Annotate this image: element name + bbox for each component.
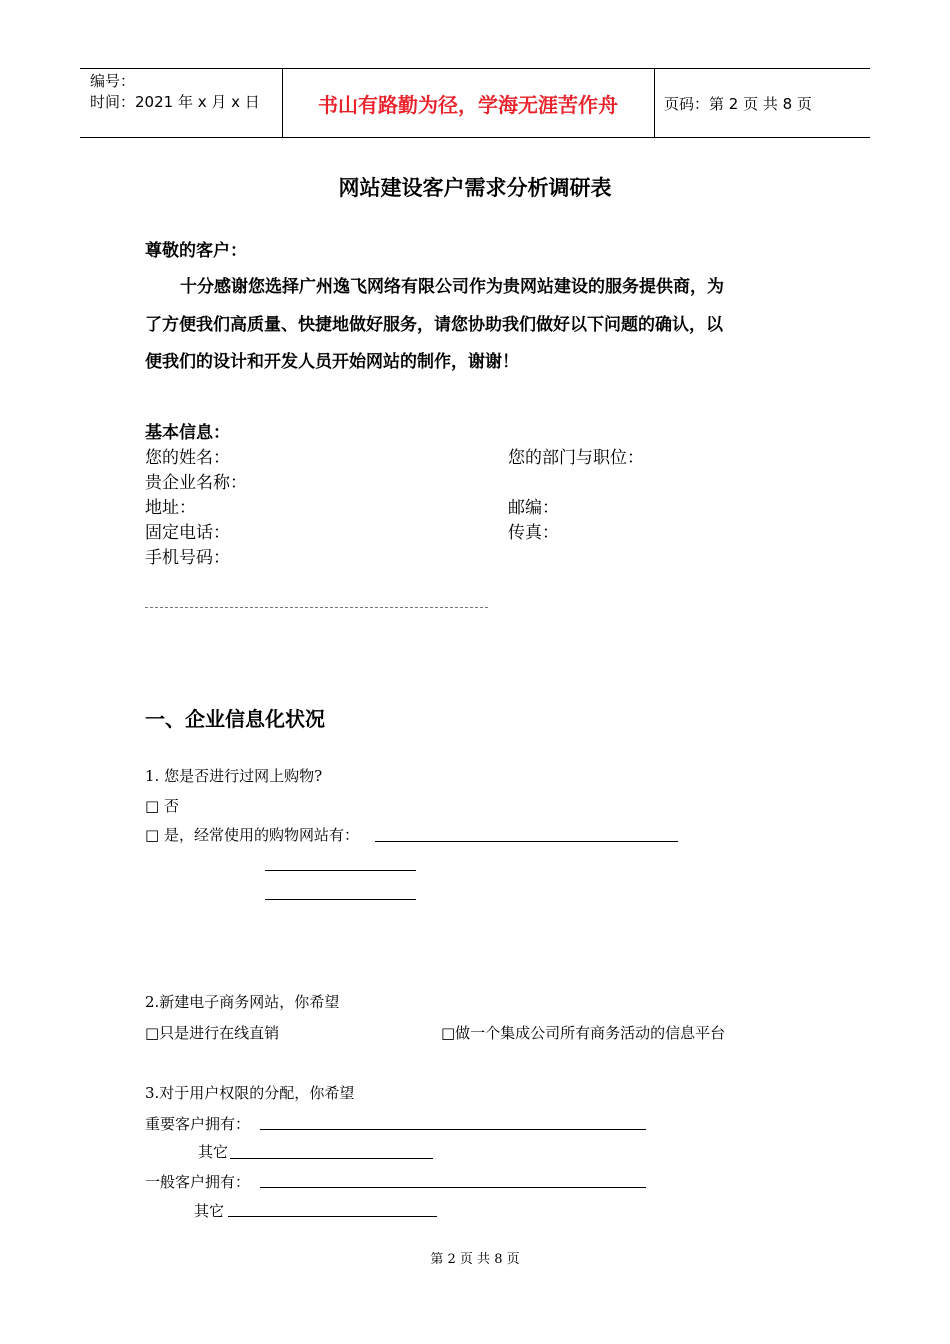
- question-2: 2.新建电子商务网站，你希望: [145, 993, 340, 1011]
- header-page-info: 页码：第 2 页 共 8 页: [664, 95, 812, 113]
- header-left: [90, 71, 260, 113]
- name-field-label: 您的姓名：: [145, 448, 230, 468]
- option-no-checkbox[interactable]: □ 否: [145, 797, 179, 815]
- option-online-sales-checkbox[interactable]: □只是进行在线直销: [145, 1024, 280, 1042]
- intro-line-2: 了方便我们高质量、快捷地做好服务，请您协助我们做好以下问题的确认，以: [145, 315, 723, 335]
- page-header: [80, 68, 870, 138]
- intro-line-1: 十分感谢您选择广州逸飞网络有限公司作为贵网站建设的服务提供商，为: [180, 277, 724, 297]
- dashed-divider: [145, 607, 488, 608]
- important-client-blank[interactable]: [260, 1129, 646, 1130]
- shopping-sites-blank[interactable]: [265, 899, 416, 900]
- other-label: 其它: [198, 1143, 229, 1161]
- important-client-label: 重要客户拥有：: [145, 1115, 251, 1133]
- number-label: 编号：: [90, 72, 136, 90]
- question-3: 3.对于用户权限的分配，你希望: [145, 1084, 355, 1102]
- other-label: 其它: [194, 1202, 225, 1220]
- shopping-sites-blank[interactable]: [265, 870, 416, 871]
- department-field-label: 您的部门与职位：: [508, 448, 644, 468]
- page-footer: 第 2 页 共 8 页: [430, 1252, 520, 1267]
- postcode-field-label: 邮编：: [508, 498, 559, 518]
- option-yes-checkbox[interactable]: □ 是，经常使用的购物网站有：: [145, 826, 359, 844]
- general-client-blank[interactable]: [260, 1187, 646, 1188]
- mobile-field-label: 手机号码：: [145, 548, 230, 568]
- header-divider: [654, 69, 655, 137]
- other-blank[interactable]: [228, 1216, 437, 1217]
- date-label: 时间：2021 年 x 月 x 日: [90, 93, 260, 111]
- address-field-label: 地址：: [145, 498, 196, 518]
- phone-field-label: 固定电话：: [145, 523, 230, 543]
- question-1: 1. 您是否进行过网上购物?: [145, 767, 323, 785]
- company-field-label: 贵企业名称：: [145, 473, 247, 493]
- section-heading: 一、企业信息化状况: [145, 707, 325, 731]
- shopping-sites-blank[interactable]: [375, 841, 678, 842]
- general-client-label: 一般客户拥有：: [145, 1173, 251, 1191]
- basic-info-heading: 基本信息：: [145, 423, 230, 443]
- header-motto: 书山有路勤为径，学海无涯苦作舟: [318, 93, 618, 117]
- document-title: 网站建设客户需求分析调研表: [338, 176, 612, 200]
- other-blank[interactable]: [230, 1158, 433, 1159]
- greeting: 尊敬的客户：: [145, 241, 247, 261]
- option-platform-checkbox[interactable]: □做一个集成公司所有商务活动的信息平台: [441, 1024, 726, 1042]
- intro-line-3: 便我们的设计和开发人员开始网站的制作，谢谢！: [145, 352, 519, 372]
- fax-field-label: 传真：: [508, 523, 559, 543]
